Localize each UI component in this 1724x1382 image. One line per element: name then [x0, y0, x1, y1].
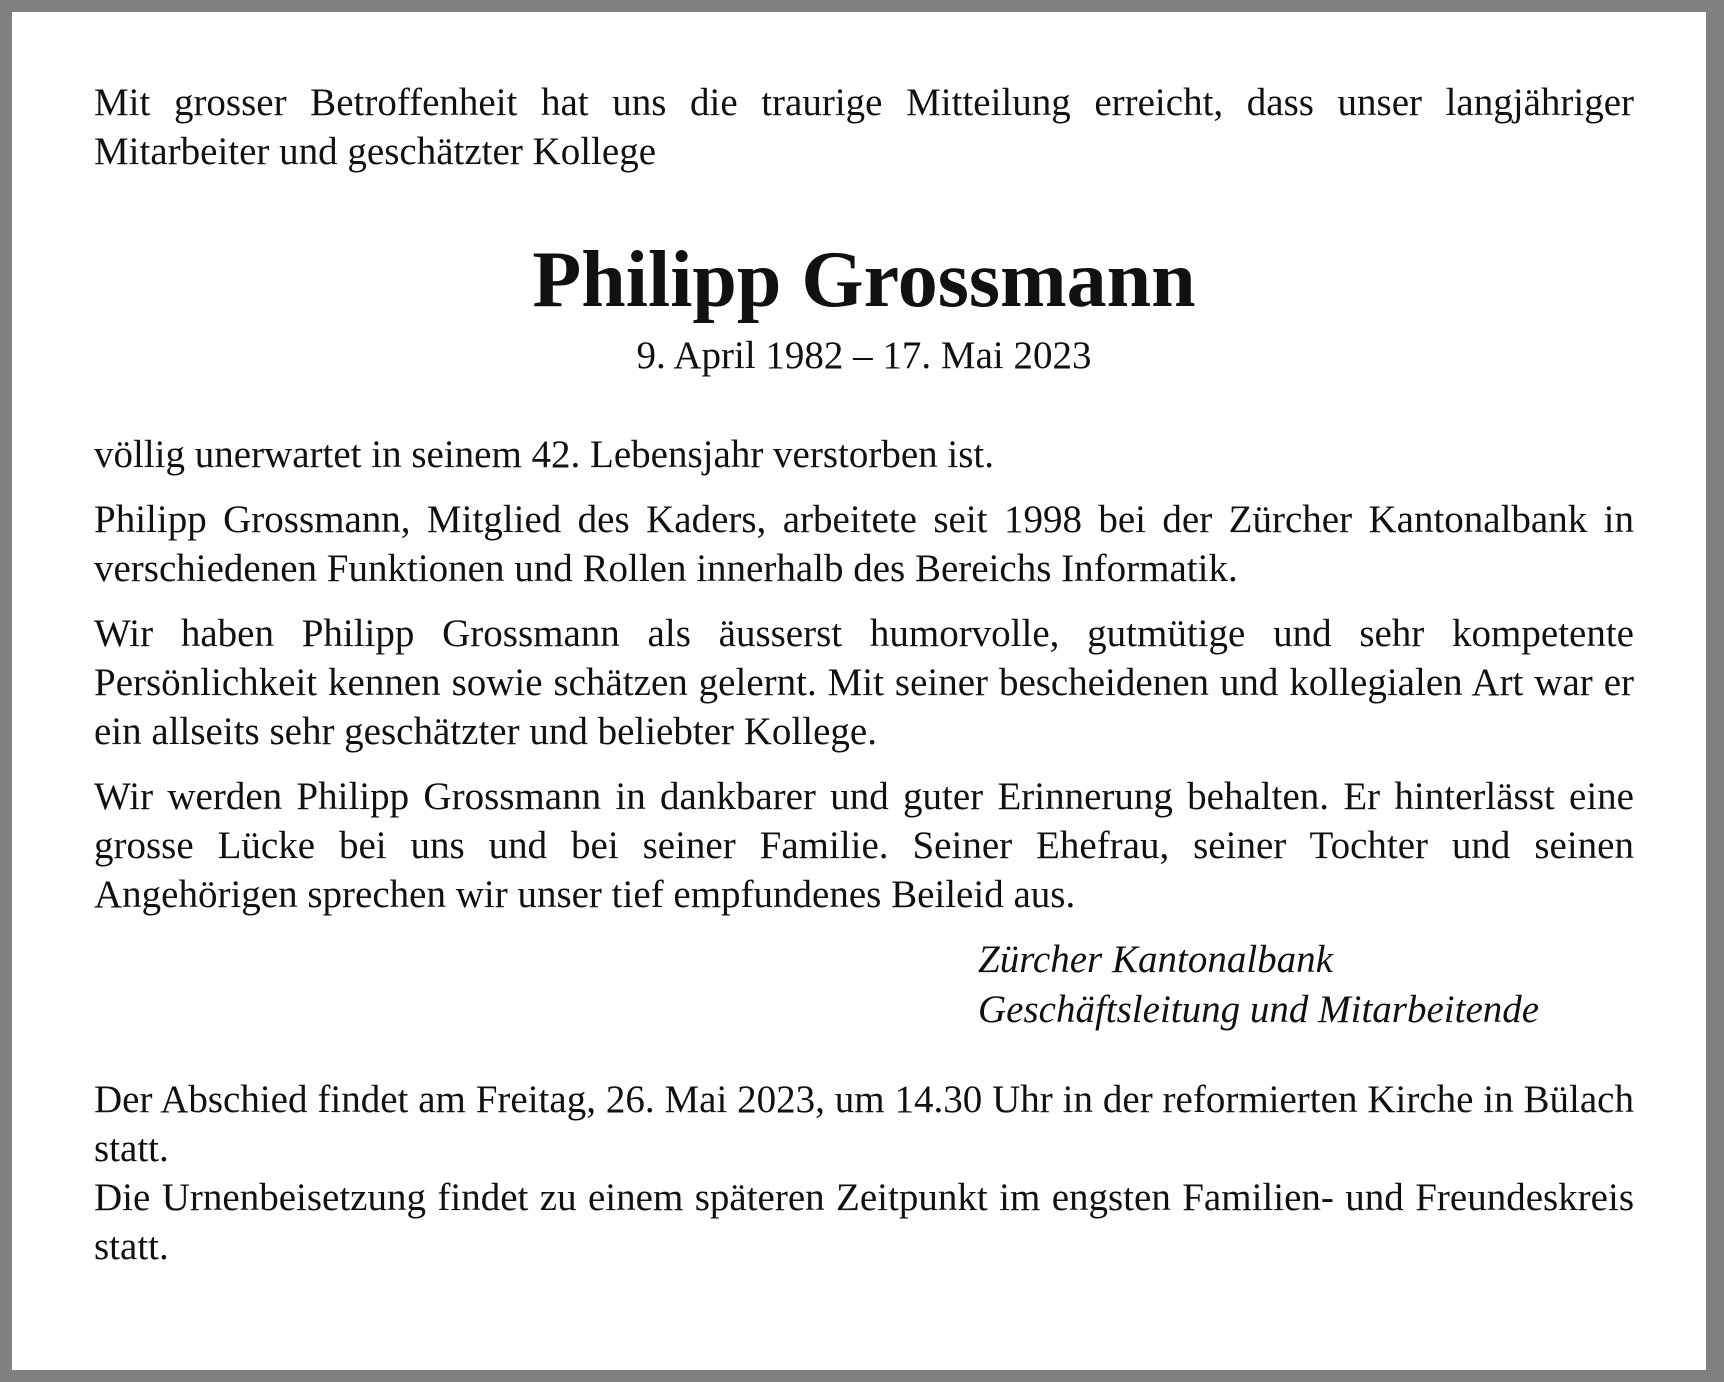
signature-department: Geschäftsleitung und Mitarbeitende	[978, 988, 1540, 1031]
life-dates: 9. April 1982 – 17. Mai 2023	[636, 334, 1092, 377]
death-paragraph: völlig unerwartet in seinem 42. Lebensjahr verstorben ist.	[94, 433, 995, 476]
condolence-paragraph: Wir werden Philipp Grossmann in dankbarer und guter Erinnerung behalten. Er hinterlässt eine grosse Lücke bei uns und bei seiner Familie. Seiner Ehefrau, seiner Tochter und seinen Angehörigen sprechen wir unser tief empfundenes Beileid aus.	[94, 775, 1634, 916]
obituary-notice	[94, 78, 1634, 1271]
signature-organization: Zürcher Kantonalbank	[978, 938, 1333, 981]
farewell-paragraph: Der Abschied findet am Freitag, 26. Mai 2023, um 14.30 Uhr in der reformierten Kirche in Bülach statt.	[94, 1078, 1634, 1170]
tribute-paragraph: Wir haben Philipp Grossmann als äusserst humorvolle, gutmütige und sehr kompetente Persönlichkeit kennen sowie schätzen gelernt. Mit seiner bescheidenen und kollegialen Art war er ein allseits sehr geschätzter und beliebter Kollege.	[94, 612, 1634, 753]
signature-block	[978, 935, 1634, 1035]
intro-paragraph: Mit grosser Betroffenheit hat uns die traurige Mitteilung erreicht, dass unser langjähriger Mitarbeiter und geschätzter Kollege	[94, 81, 1634, 173]
burial-paragraph: Die Urnenbeisetzung findet zu einem späteren Zeitpunkt im engsten Familien- und Freundeskreis statt.	[94, 1176, 1634, 1268]
deceased-name: Philipp Grossmann	[532, 236, 1196, 324]
notice-page	[12, 12, 1706, 1370]
career-paragraph: Philipp Grossmann, Mitglied des Kaders, arbeitete seit 1998 bei der Zürcher Kantonalbank in verschiedenen Funktionen und Rollen innerhalb des Bereichs Informatik.	[94, 498, 1634, 590]
